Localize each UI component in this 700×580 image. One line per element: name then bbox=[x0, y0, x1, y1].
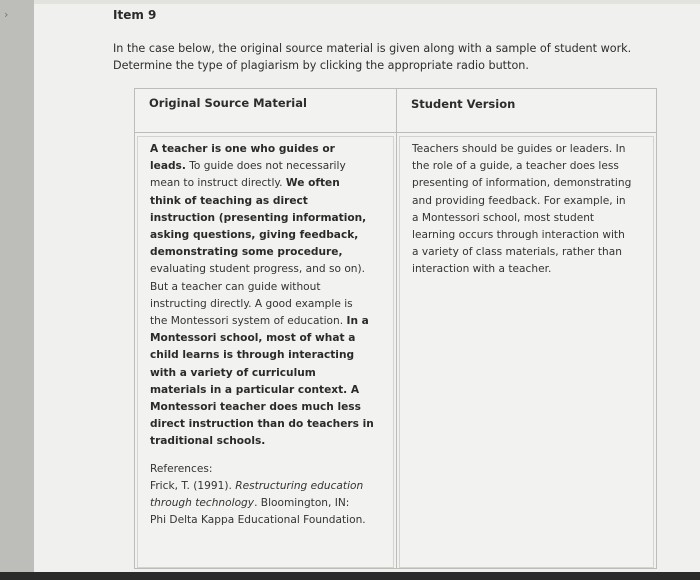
reference-line bbox=[150, 495, 381, 512]
original-fragment: mean to instruct directly. bbox=[150, 177, 286, 190]
reference-title-fragment: Restructuring education bbox=[235, 479, 364, 492]
original-line: Montessori school, most of what a bbox=[150, 332, 356, 345]
reference-title-fragment: through technology bbox=[150, 497, 255, 510]
original-source-cell bbox=[135, 133, 397, 569]
reference-fragment: Frick, T. (1991). bbox=[150, 479, 236, 492]
original-line: demonstrating some procedure, bbox=[150, 246, 343, 259]
original-bold-fragment: leads. bbox=[150, 160, 186, 173]
spacer bbox=[150, 451, 381, 461]
original-line bbox=[150, 175, 381, 192]
original-line: child learns is through interacting bbox=[150, 349, 355, 362]
header-student-version: Student Version bbox=[397, 89, 657, 133]
student-line: interaction with a teacher. bbox=[412, 263, 552, 276]
header-original-source: Original Source Material bbox=[135, 89, 397, 133]
original-fragment: To guide does not necessarily bbox=[185, 160, 346, 173]
student-line: presenting of information, demonstrating bbox=[412, 177, 632, 190]
original-line: think of teaching as direct bbox=[150, 194, 308, 207]
original-fragment: the Montessori system of education. bbox=[150, 315, 347, 328]
student-version-cell bbox=[397, 133, 657, 569]
original-line: direct instruction than do teachers in bbox=[150, 418, 374, 431]
reference-fragment: . Bloomington, IN: bbox=[254, 497, 350, 510]
references-label: References: bbox=[150, 462, 213, 475]
original-line: asking questions, giving feedback, bbox=[150, 229, 359, 242]
original-line bbox=[150, 313, 381, 330]
original-line: But a teacher can guide without bbox=[150, 280, 321, 293]
reference-line bbox=[150, 478, 381, 495]
original-line: instructing directly. A good example is bbox=[150, 297, 353, 310]
reference-line: Phi Delta Kappa Educational Foundation. bbox=[150, 514, 366, 527]
instructions-line-1: In the case below, the original source material is given along with a sample of student work. bbox=[113, 42, 632, 55]
student-line: the role of a guide, a teacher does less bbox=[412, 160, 619, 173]
original-line: instruction (presenting information, bbox=[150, 211, 367, 224]
comparison-table bbox=[134, 88, 657, 569]
original-line: traditional schools. bbox=[150, 435, 266, 448]
instructions-line-2: Determine the type of plagiarism by clicking the appropriate radio button. bbox=[113, 59, 529, 72]
student-line: and providing feedback. For example, in bbox=[412, 194, 626, 207]
student-line: learning occurs through interaction with bbox=[412, 229, 625, 242]
top-divider bbox=[34, 0, 700, 4]
original-bold-fragment: In a bbox=[346, 315, 369, 328]
student-line: a variety of class materials, rather than bbox=[412, 246, 622, 259]
original-line: evaluating student progress, and so on). bbox=[150, 263, 366, 276]
bottom-bar bbox=[0, 572, 700, 580]
student-line: a Montessori school, most student bbox=[412, 211, 595, 224]
original-source-text bbox=[137, 136, 394, 568]
chevron-right-icon[interactable]: › bbox=[4, 8, 9, 21]
original-line: with a variety of curriculum bbox=[150, 366, 316, 379]
student-line: Teachers should be guides or leaders. In bbox=[412, 143, 626, 155]
instructions bbox=[113, 40, 673, 74]
left-edge-strip bbox=[0, 0, 34, 580]
original-line: A teacher is one who guides or bbox=[150, 143, 335, 155]
original-line: materials in a particular context. A bbox=[150, 383, 360, 396]
original-line bbox=[150, 158, 381, 175]
original-line: Montessori teacher does much less bbox=[150, 401, 361, 414]
original-bold-fragment: We often bbox=[285, 177, 340, 190]
student-version-text bbox=[399, 136, 654, 568]
item-title: Item 9 bbox=[113, 8, 157, 22]
